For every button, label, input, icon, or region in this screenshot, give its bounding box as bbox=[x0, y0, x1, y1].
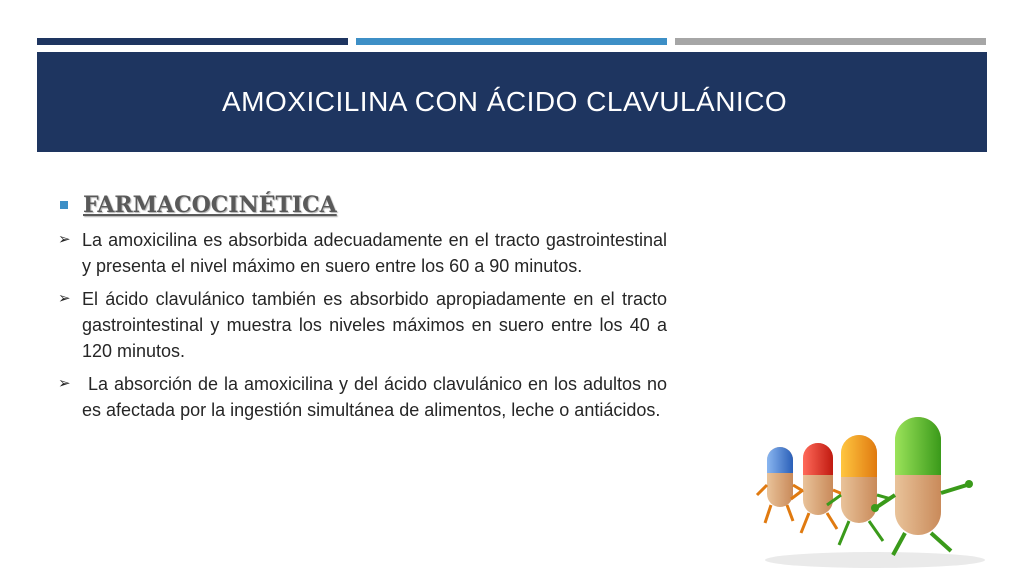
chevron-right-icon: ➢ bbox=[58, 375, 71, 392]
top-stripe-light-blue bbox=[356, 38, 667, 45]
top-stripe-dark-blue bbox=[37, 38, 348, 45]
list-item bbox=[58, 371, 673, 423]
top-stripe-gray bbox=[675, 38, 986, 45]
chevron-right-icon: ➢ bbox=[58, 290, 71, 307]
blue-pill-character bbox=[757, 447, 803, 523]
list-item bbox=[58, 286, 668, 364]
section-heading-row bbox=[58, 190, 668, 220]
green-pill-character bbox=[871, 417, 973, 555]
chevron-right-icon: ➢ bbox=[58, 231, 71, 248]
cartoon-pills-illustration bbox=[755, 395, 995, 570]
square-bullet-icon bbox=[60, 201, 68, 209]
bullet-text: La absorción de la amoxicilina y del ácido clavulánico en los adultos no es afectada por la ingestión simultánea de alimentos, leche o antiácidos. bbox=[82, 374, 673, 420]
slide-title: AMOXICILINA CON ÁCIDO CLAVULÁNICO bbox=[222, 86, 788, 117]
section-heading: FARMACOCINÉTICA bbox=[83, 192, 337, 218]
bullet-text: La amoxicilina es absorbida adecuadamente en el tracto gastrointestinal y presenta el nivel máximo en suero entre los 60 a 90 minutos. bbox=[82, 230, 667, 276]
slide-content bbox=[58, 190, 673, 423]
list-item bbox=[58, 227, 668, 279]
bullet-text: El ácido clavulánico también es absorbido apropiadamente en el tracto gastrointestinal y muestra los niveles máximos en suero entre los 40 a 120 minutos. bbox=[82, 289, 667, 361]
